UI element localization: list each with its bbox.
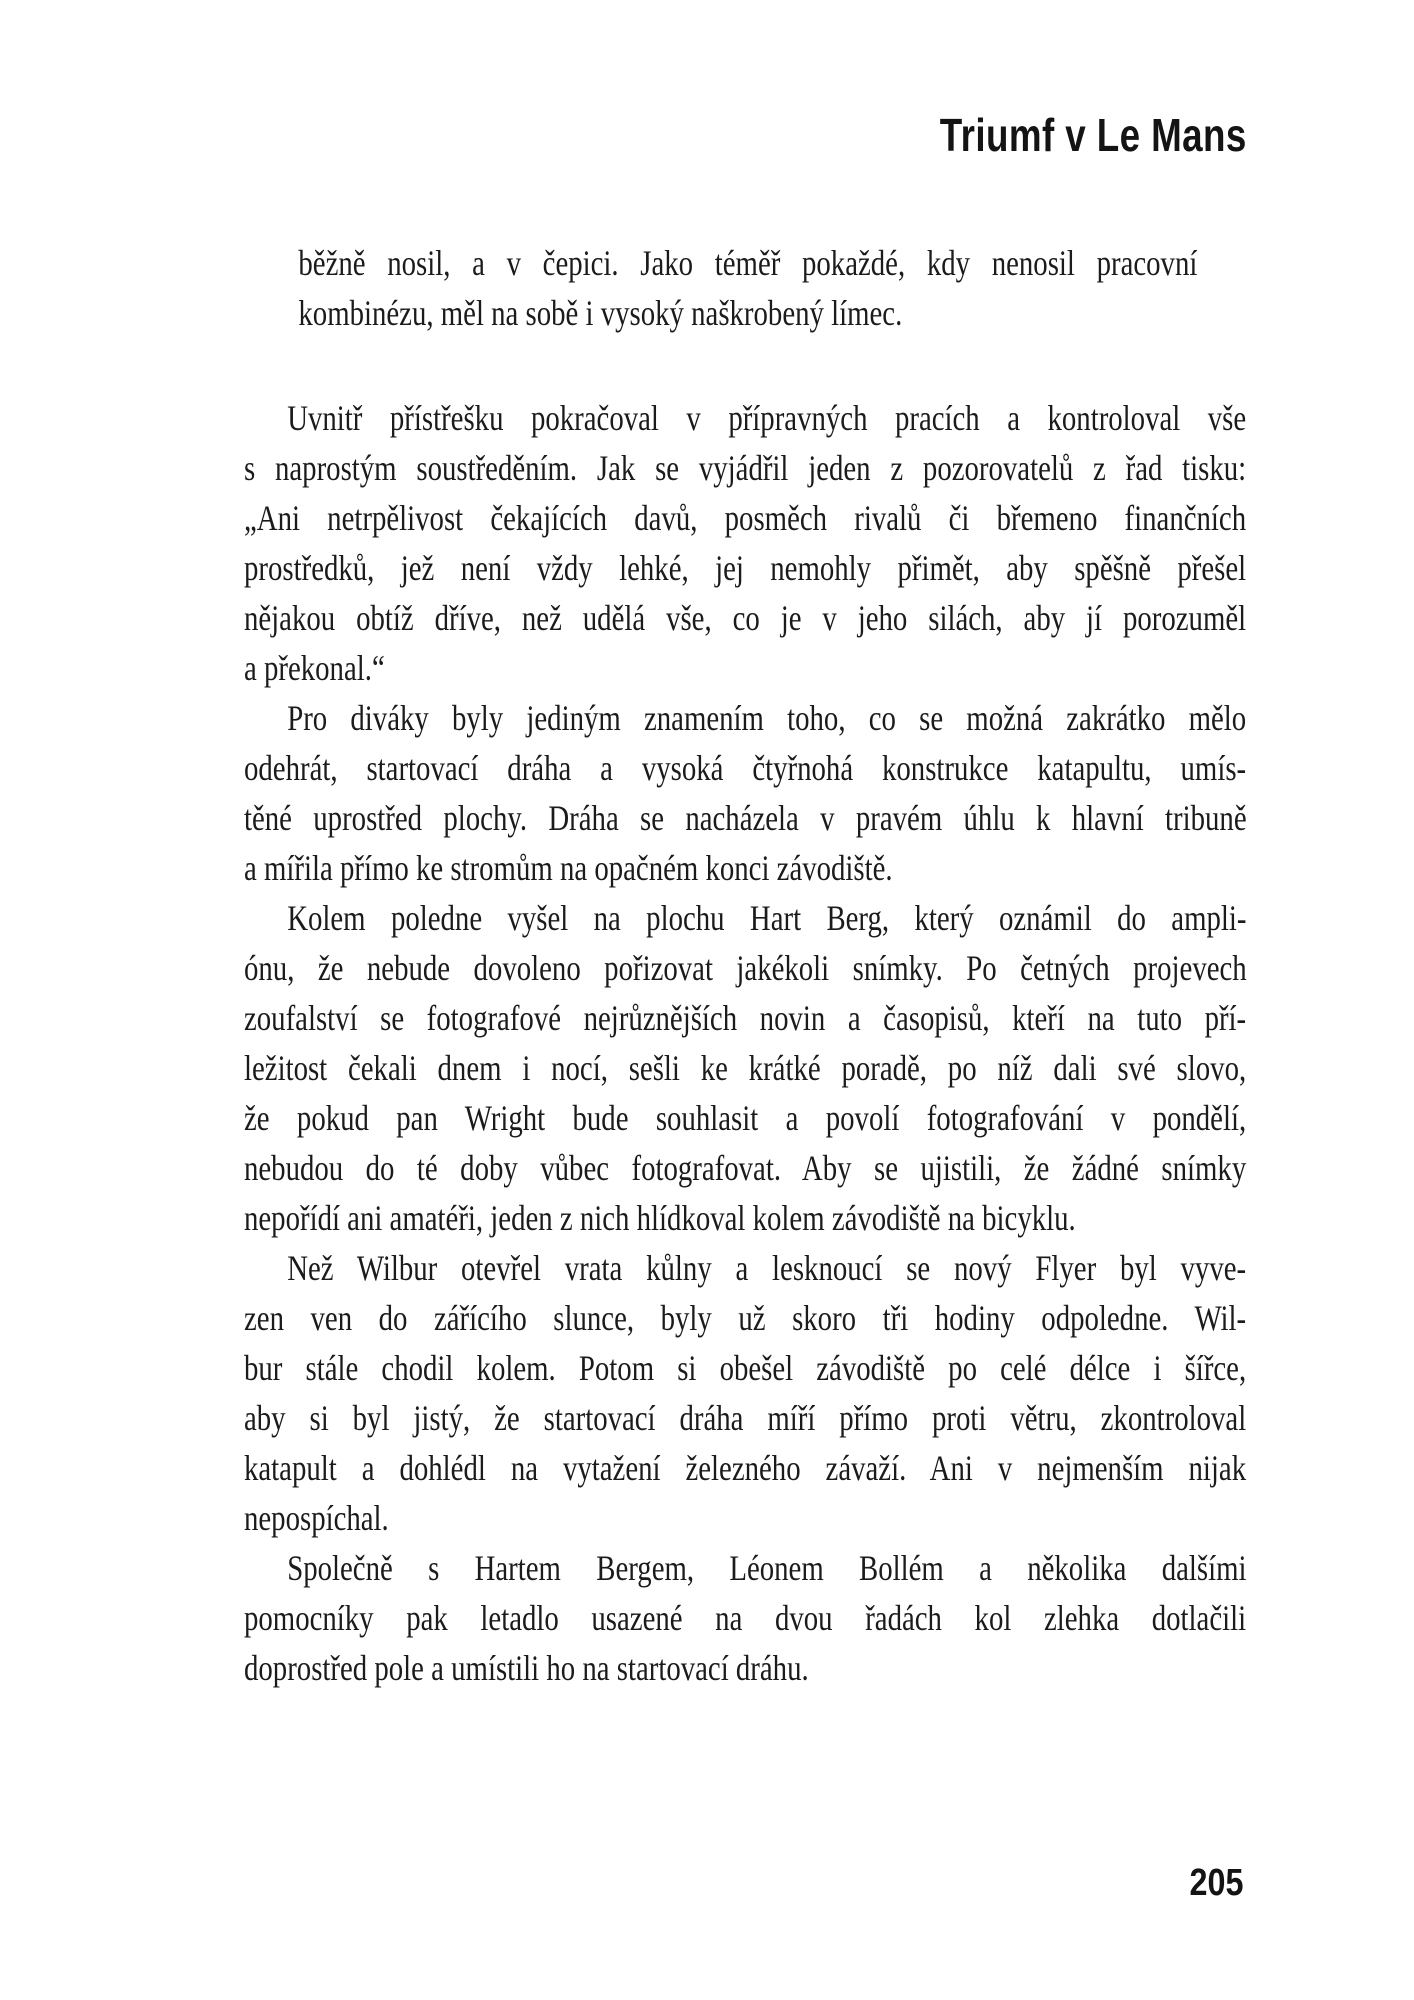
text-line: zen ven do zářícího slunce, byly už skoro tři hodiny odpoledne. Wil- xyxy=(244,1298,1247,1338)
text-line: zoufalství se fotografové nejrůznějších novin a časopisů, kteří na tuto pří- xyxy=(244,998,1247,1038)
page-number: 205 xyxy=(1189,1862,1243,1904)
paragraph-photographers xyxy=(244,893,1246,1243)
text-line: ležitost čekali dnem i nocí, sešli ke krátké poradě, po níž dali své slovo, xyxy=(244,1048,1247,1088)
text-line: doprostřed pole a umístili ho na startovací dráhu. xyxy=(244,1648,809,1688)
continuation-quote-block xyxy=(298,238,1197,338)
text-line: „Ani netrpělivost čekajících davů, posměch rivalů či břemeno finančních xyxy=(244,498,1247,538)
text-line: nepospíchal. xyxy=(244,1498,389,1538)
text-line: pomocníky pak letadlo usazené na dvou řadách kol zlehka dotlačili xyxy=(244,1598,1247,1638)
text-line: ónu, že nebude dovoleno pořizovat jakékoli snímky. Po četných projevech xyxy=(244,948,1247,988)
text-line: těné uprostřed plochy. Dráha se nacházela v pravém úhlu k hlavní tribuně xyxy=(244,798,1247,838)
text-line: aby si byl jistý, že startovací dráha míří přímo proti větru, zkontroloval xyxy=(244,1398,1247,1438)
text-line: běžně nosil, a v čepici. Jako téměř pokaždé, kdy nenosil pracovní xyxy=(298,243,1198,283)
paragraph-wilbur-checks xyxy=(244,1243,1246,1543)
text-line: nějakou obtíž dříve, než udělá vše, co je v jeho silách, aby jí porozuměl xyxy=(244,598,1247,638)
running-header: Triumf v Le Mans xyxy=(940,109,1247,161)
text-block xyxy=(244,238,1246,1693)
paragraph-preparations xyxy=(244,393,1246,693)
text-line: Pro diváky byly jediným znamením toho, co se možná zakrátko mělo xyxy=(287,698,1247,738)
paragraph-positioning-plane xyxy=(244,1543,1246,1693)
text-line: katapult a dohlédl na vytažení železného závaží. Ani v nejmenším nijak xyxy=(244,1448,1247,1488)
text-line: Společně s Hartem Bergem, Léonem Bollém a několika dalšími xyxy=(287,1548,1247,1588)
text-line: kombinézu, měl na sobě i vysoký naškrobený límec. xyxy=(298,293,903,333)
text-line: a mířila přímo ke stromům na opačném konci závodiště. xyxy=(244,848,893,888)
text-line: nepořídí ani amatéři, jeden z nich hlídkoval kolem závodiště na bicyklu. xyxy=(244,1198,1076,1238)
text-line: nebudou do té doby vůbec fotografovat. Aby se ujistili, že žádné snímky xyxy=(244,1148,1247,1188)
text-line: odehrát, startovací dráha a vysoká čtyřnohá konstrukce katapultu, umís- xyxy=(244,748,1247,788)
text-line: Uvnitř přístřešku pokračoval v přípravných pracích a kontroloval vše xyxy=(287,398,1247,438)
text-line: a překonal.“ xyxy=(244,648,385,688)
text-line: Než Wilbur otevřel vrata kůlny a lesknoucí se nový Flyer byl vyve- xyxy=(287,1248,1247,1288)
text-line: bur stále chodil kolem. Potom si obešel závodiště po celé délce i šířce, xyxy=(244,1348,1247,1388)
text-line: s naprostým soustředěním. Jak se vyjádřil jeden z pozorovatelů z řad tisku: xyxy=(244,448,1247,488)
paragraph-spectators xyxy=(244,693,1246,893)
text-line: prostředků, jež není vždy lehké, jej nemohly přimět, aby spěšně přešel xyxy=(244,548,1247,588)
text-line: Kolem poledne vyšel na plochu Hart Berg, který oznámil do ampli- xyxy=(287,898,1247,938)
text-line: že pokud pan Wright bude souhlasit a povolí fotografování v pondělí, xyxy=(244,1098,1247,1138)
